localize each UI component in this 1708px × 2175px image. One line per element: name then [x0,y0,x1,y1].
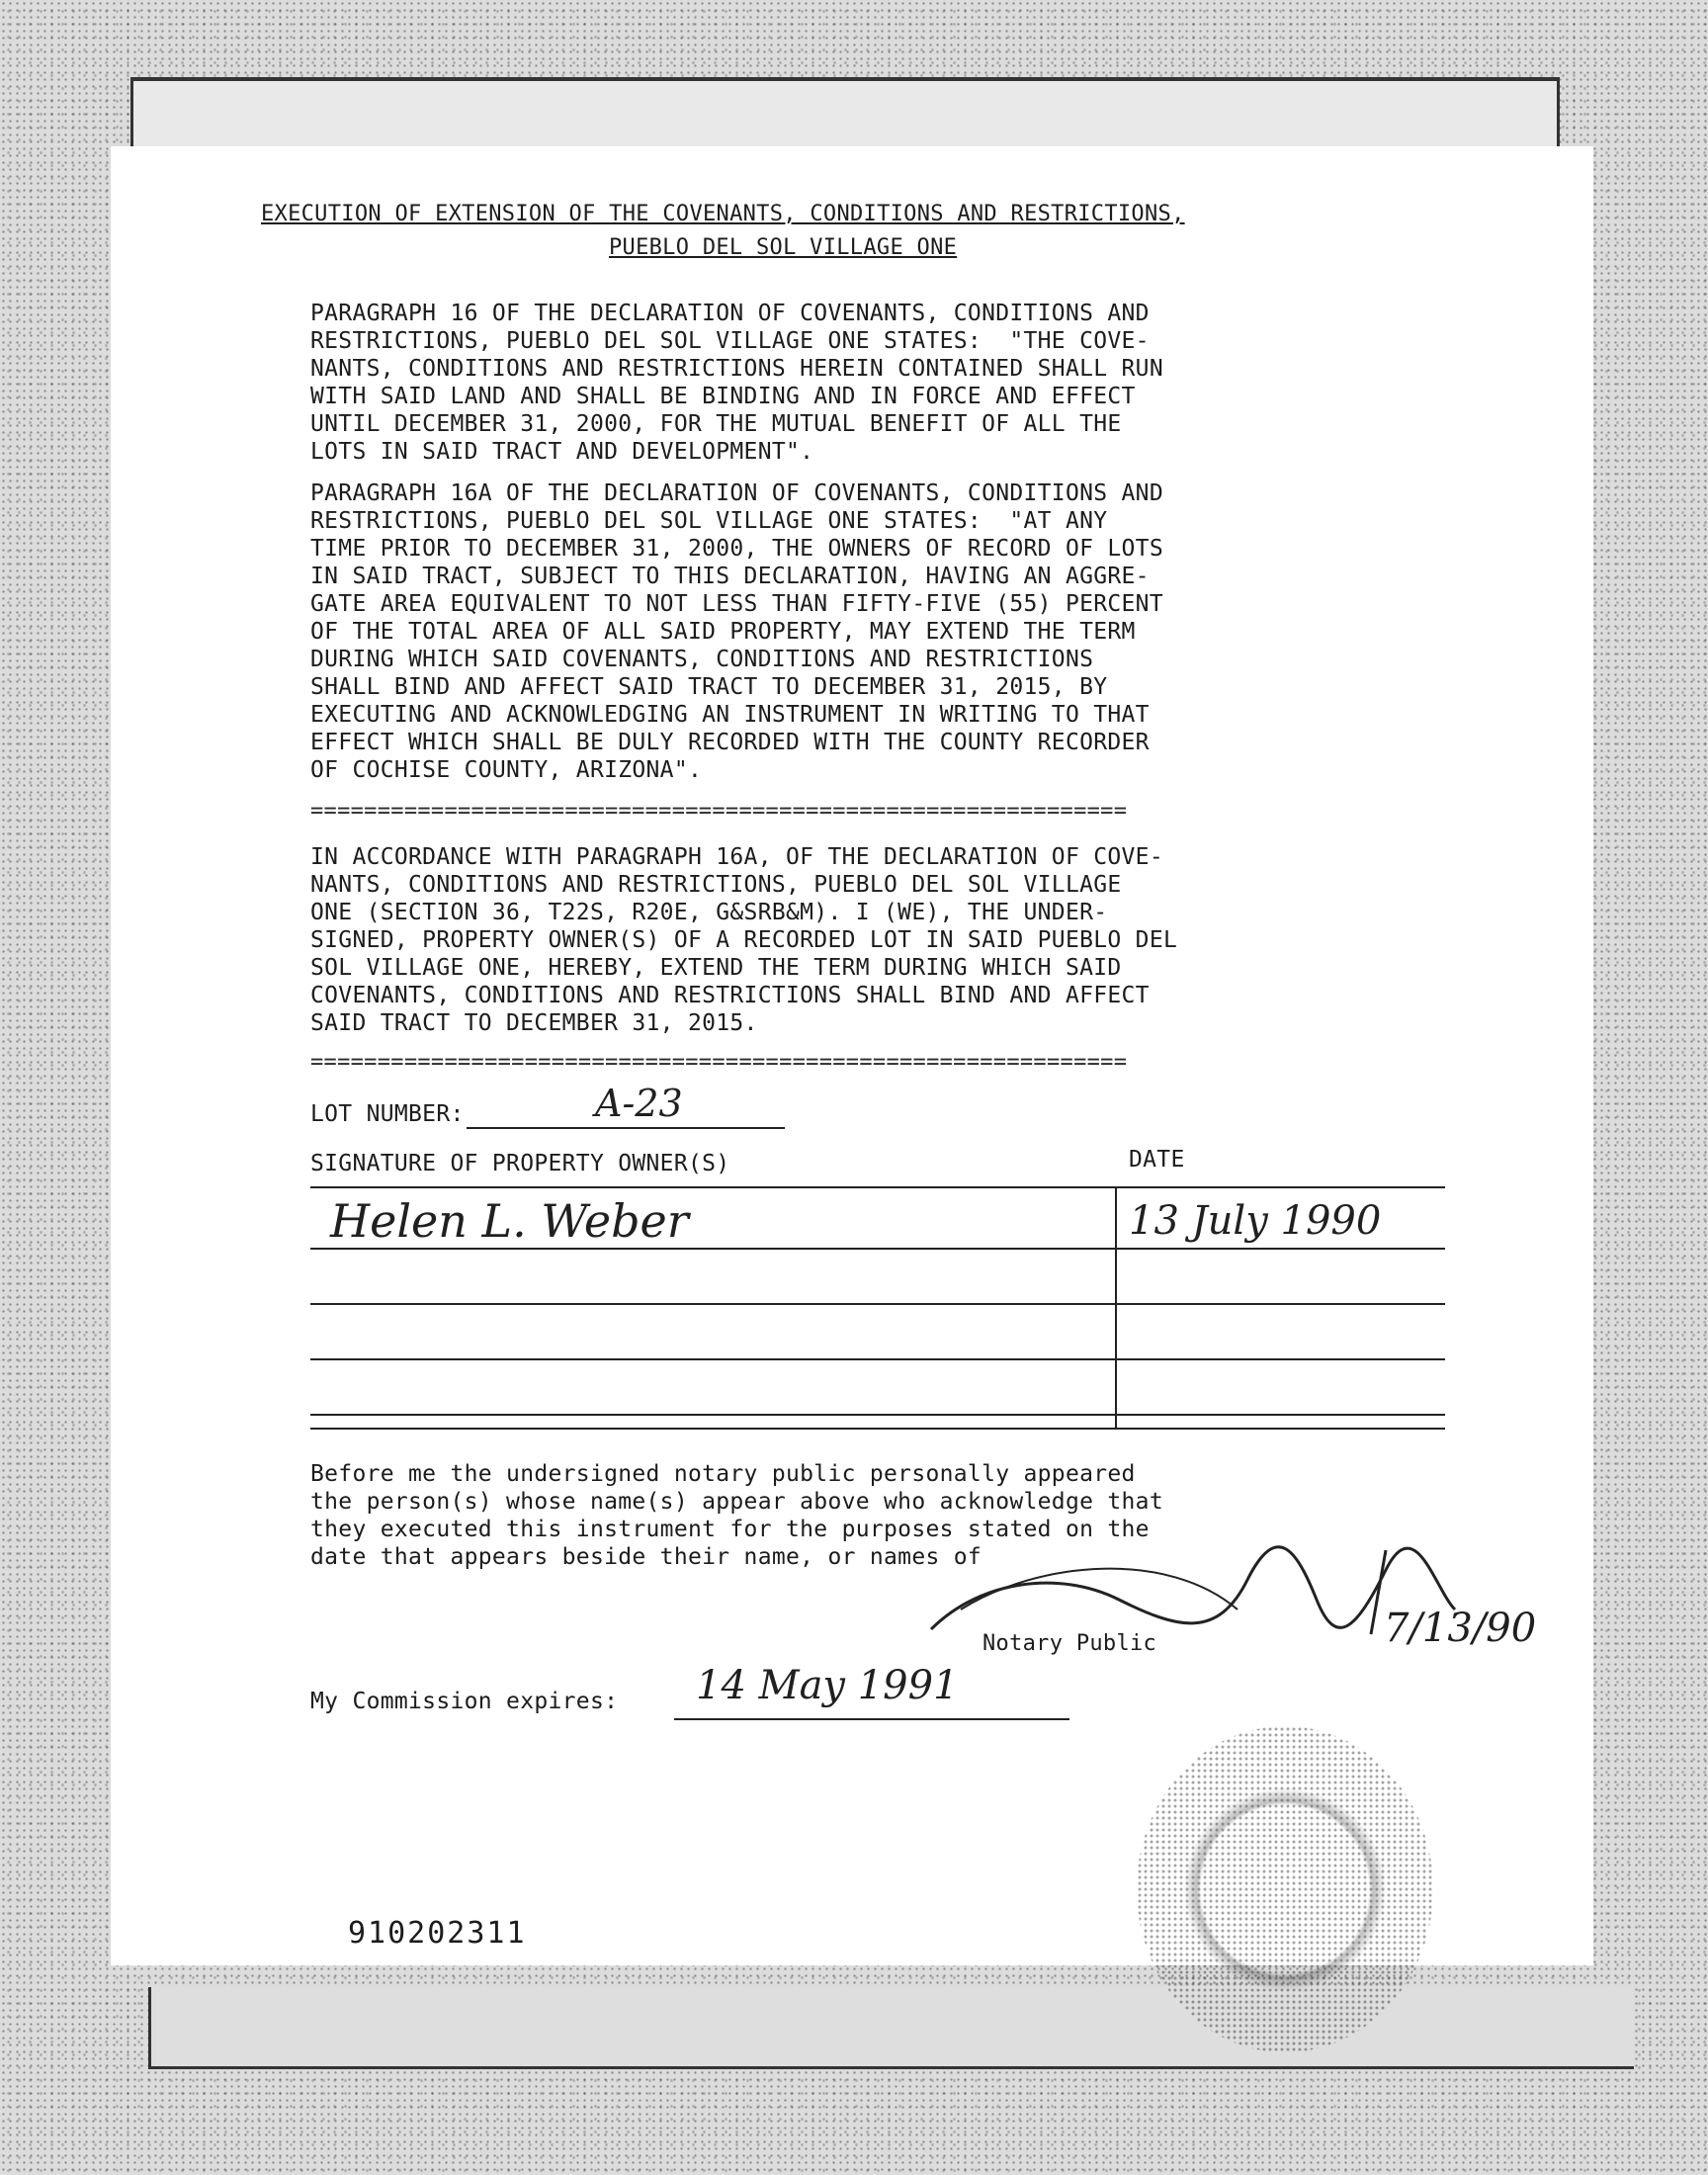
signature-table-bottom [310,1428,1445,1430]
paragraph-line: OF COCHISE COUNTY, ARIZONA". [310,757,703,783]
paragraph-line: IN ACCORDANCE WITH PARAGRAPH 16A, OF THE DECLARATION OF COVE- [310,844,1163,870]
signature-row-line [310,1303,1445,1305]
paragraph-line: PARAGRAPH 16 OF THE DECLARATION OF COVENANTS, CONDITIONS AND [310,301,1150,326]
lot-number-value: A-23 [595,1082,683,1125]
paragraph-line: SIGNED, PROPERTY OWNER(S) OF A RECORDED LOT IN SAID PUEBLO DEL [310,927,1178,953]
document-title-line2: PUEBLO DEL SOL VILLAGE ONE [609,235,958,260]
date-label: DATE [1129,1147,1185,1173]
paragraph-line: OF THE TOTAL AREA OF ALL SAID PROPERTY, MAY EXTEND THE TERM [310,619,1136,645]
paragraph-line: IN SAID TRACT, SUBJECT TO THIS DECLARATION, HAVING AN AGGRE- [310,564,1150,589]
commission-underline [674,1718,1069,1720]
document-title-line1: EXECUTION OF EXTENSION OF THE COVENANTS, CONDITIONS AND RESTRICTIONS, [261,202,1185,226]
signature-date: 13 July 1990 [1129,1198,1382,1244]
notary-line: Before me the undersigned notary public personally appeared [310,1461,1136,1487]
paragraph-line: TIME PRIOR TO DECEMBER 31, 2000, THE OWNERS OF RECORD OF LOTS [310,536,1163,562]
lot-number-underline [467,1127,785,1129]
paragraph-line: NANTS, CONDITIONS AND RESTRICTIONS, PUEBLO DEL SOL VILLAGE [310,872,1122,898]
paragraph-line: GATE AREA EQUIVALENT TO NOT LESS THAN FIFTY-FIVE (55) PERCENT [310,591,1163,617]
commission-label: My Commission expires: [310,1689,619,1714]
paragraph-line: SOL VILLAGE ONE, HEREBY, EXTEND THE TERM DURING WHICH SAID [310,955,1122,981]
paragraph-line: RESTRICTIONS, PUEBLO DEL SOL VILLAGE ONE STATES: "AT ANY [310,508,1108,534]
notary-line: they executed this instrument for the purposes stated on the [310,1517,1150,1542]
paragraph-line: UNTIL DECEMBER 31, 2000, FOR THE MUTUAL BENEFIT OF ALL THE [310,411,1122,437]
paragraph-line: DURING WHICH SAID COVENANTS, CONDITIONS AND RESTRICTIONS [310,647,1094,672]
paragraph-line: RESTRICTIONS, PUEBLO DEL SOL VILLAGE ONE STATES: "THE COVE- [310,328,1150,354]
paragraph-line: EFFECT WHICH SHALL BE DULY RECORDED WITH THE COUNTY RECORDER [310,730,1150,755]
paragraph-line: ONE (SECTION 36, T22S, R20E, G&SRB&M). I (WE), THE UNDER- [310,900,1108,925]
signature-row-line [310,1248,1445,1250]
copy-edge-top [130,77,1560,150]
separator-rule: ============================================================= [310,1050,1128,1075]
copy-edge-bottom [148,1987,1634,2069]
document-number: 910202311 [348,1916,527,1951]
owner-signature: Helen L. Weber [330,1194,689,1248]
paragraph-line: NANTS, CONDITIONS AND RESTRICTIONS HEREIN CONTAINED SHALL RUN [310,356,1163,382]
signature-row-line [310,1358,1445,1360]
separator-rule: ============================================================= [310,799,1128,824]
paragraph-line: WITH SAID LAND AND SHALL BE BINDING AND IN FORCE AND EFFECT [310,384,1136,409]
document-sheet [111,146,1593,1965]
notary-date: 7/13/90 [1384,1606,1537,1651]
signature-row-line [310,1414,1445,1416]
notary-seal-stamp [1137,1726,1433,2052]
signature-label: SIGNATURE OF PROPERTY OWNER(S) [310,1151,730,1176]
paragraph-line: SHALL BIND AND AFFECT SAID TRACT TO DECEMBER 31, 2015, BY [310,674,1108,700]
paragraph-line: EXECUTING AND ACKNOWLEDGING AN INSTRUMENT IN WRITING TO THAT [310,702,1150,728]
signature-table-top [310,1186,1445,1188]
paragraph-line: COVENANTS, CONDITIONS AND RESTRICTIONS SHALL BIND AND AFFECT [310,983,1150,1008]
paragraph-line: PARAGRAPH 16A OF THE DECLARATION OF COVENANTS, CONDITIONS AND [310,480,1163,506]
notary-line: the person(s) whose name(s) appear above who acknowledge that [310,1489,1163,1515]
paragraph-line: LOTS IN SAID TRACT AND DEVELOPMENT". [310,439,814,465]
lot-number-label: LOT NUMBER: [310,1101,465,1127]
notary-line: date that appears beside their name, or names of [310,1544,982,1570]
signature-table-divider [1115,1186,1117,1430]
notary-public-label: Notary Public [982,1631,1157,1656]
paragraph-line: SAID TRACT TO DECEMBER 31, 2015. [310,1010,758,1036]
commission-value: 14 May 1991 [696,1663,959,1708]
